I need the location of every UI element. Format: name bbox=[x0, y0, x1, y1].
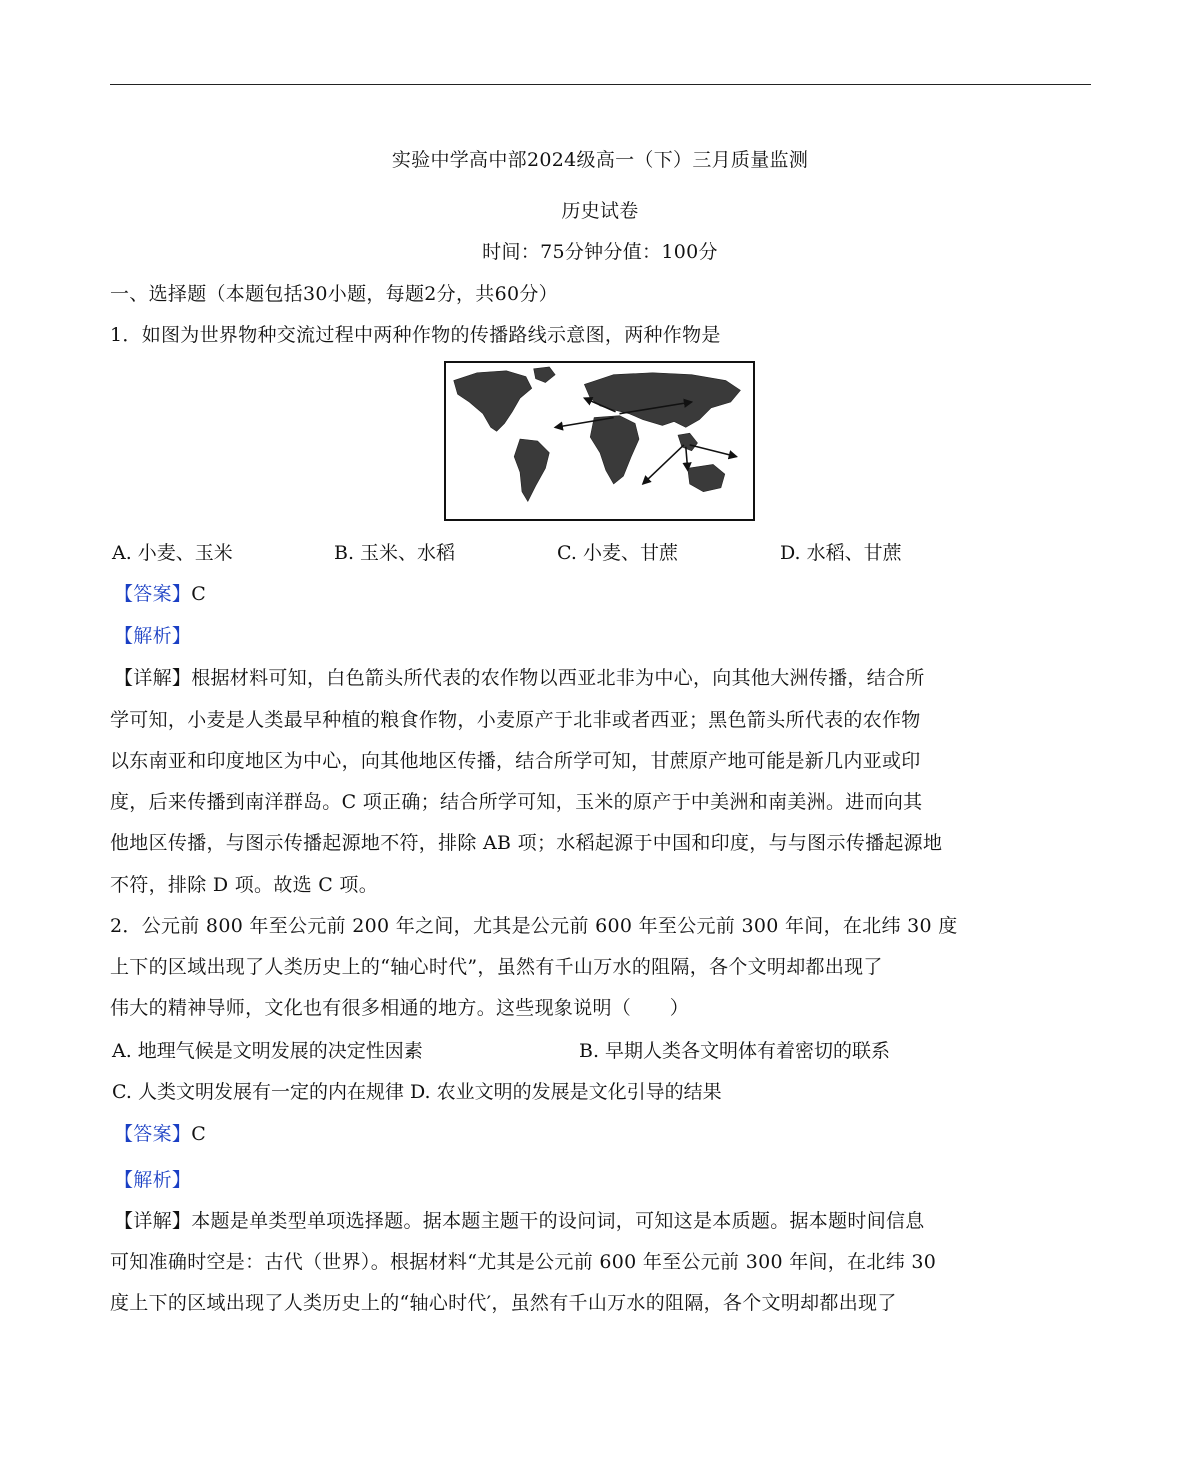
q1-detail-line: 【详解】根据材料可知，白色箭头所代表的农作物以西亚北非为中心，向其他大洲传播，结合所 bbox=[114, 667, 925, 689]
q2-answer-label: 【答案】 bbox=[114, 1123, 192, 1145]
greenland-shape bbox=[534, 367, 555, 383]
section-heading: 一、选择题（本题包括30小题，每题2分，共60分） bbox=[110, 283, 558, 305]
q1-stem: 1．如图为世界物种交流过程中两种作物的传播路线示意图，两种作物是 bbox=[110, 324, 721, 346]
q2-answer bbox=[114, 1122, 206, 1146]
q2-option-a: A. 地理气候是文明发展的决定性因素 bbox=[112, 1040, 423, 1062]
q1-answer-value: C bbox=[191, 583, 207, 605]
q1-detail-line: 度，后来传播到南洋群岛。C 项正确；结合所学可知，玉米的原产于中美洲和南美洲。进而向其 bbox=[110, 791, 923, 813]
q1-detail-line: 学可知，小麦是人类最早种植的粮食作物，小麦原产于北非或者西亚；黑色箭头所代表的农作物 bbox=[110, 709, 921, 731]
q1-option-a: A. 小麦、玉米 bbox=[112, 542, 233, 564]
q2-analysis-label: 【解析】 bbox=[114, 1169, 192, 1191]
exam-subject: 历史试卷 bbox=[561, 200, 639, 222]
crop-spread-map bbox=[446, 363, 753, 519]
q1-answer bbox=[114, 582, 206, 606]
q2-stem-line: 伟大的精神导师，文化也有很多相通的地方。这些现象说明（ ） bbox=[110, 997, 690, 1019]
q2-stem-line: 2．公元前 800 年至公元前 200 年之间，尤其是公元前 600 年至公元前 300 年间，在北纬 30 度 bbox=[110, 915, 958, 937]
q1-detail-line: 以东南亚和印度地区为中心，向其他地区传播，结合所学可知，甘蔗原产地可能是新几内亚或印 bbox=[110, 750, 921, 772]
q2-option-cd: C. 人类文明发展有一定的内在规律 D. 农业文明的发展是文化引导的结果 bbox=[112, 1081, 722, 1103]
q2-stem-line: 上下的区域出现了人类历史上的“轴心时代”，虽然有千山万水的阻隔，各个文明却都出现了 bbox=[110, 956, 883, 978]
q1-option-c: C. 小麦、甘蔗 bbox=[557, 542, 678, 564]
q1-option-d: D. 水稻、甘蔗 bbox=[780, 542, 902, 564]
q2-answer-value: C bbox=[191, 1123, 207, 1145]
world-map-figure bbox=[444, 361, 755, 521]
africa-shape bbox=[590, 416, 639, 484]
exam-time-score: 时间：75分钟分值：100分 bbox=[482, 241, 718, 263]
q1-analysis-label: 【解析】 bbox=[114, 625, 192, 647]
exam-title: 实验中学高中部2024级高一（下）三月质量监测 bbox=[391, 149, 809, 171]
north-america-shape bbox=[454, 371, 532, 431]
q1-detail-line: 不符，排除 D 项。故选 C 项。 bbox=[110, 874, 379, 896]
q2-detail-line: 【详解】本题是单类型单项选择题。据本题主题干的设问词，可知这是本质题。据本题时间信息 bbox=[114, 1210, 925, 1232]
australia-shape bbox=[688, 464, 725, 491]
q2-detail-line: 度上下的区域出现了人类历史上的“轴心时代′，虽然有千山万水的阻隔，各个文明却都出现了 bbox=[110, 1292, 897, 1314]
q2-detail-line: 可知准确时空是：古代（世界）。根据材料“尤其是公元前 600 年至公元前 300 年间，在北纬 30 bbox=[110, 1251, 937, 1273]
header-rule bbox=[110, 84, 1091, 85]
q1-answer-label: 【答案】 bbox=[114, 583, 192, 605]
south-america-shape bbox=[514, 439, 549, 501]
q1-option-b: B. 玉米、水稻 bbox=[334, 542, 456, 564]
q2-option-b: B. 早期人类各文明体有着密切的联系 bbox=[579, 1040, 891, 1062]
q1-detail-line: 他地区传播，与图示传播起源地不符，排除 AB 项；水稻起源于中国和印度，与与图示传播起源地 bbox=[110, 832, 943, 854]
